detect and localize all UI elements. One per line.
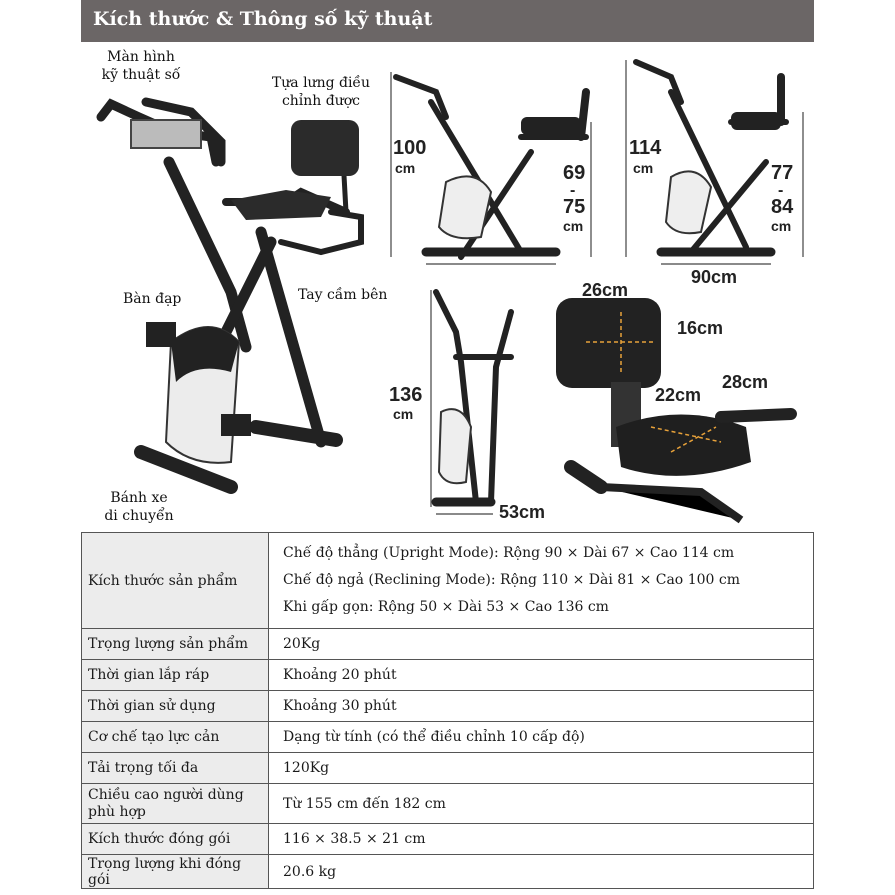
spec-value: Dạng từ tính (có thể điều chỉnh 10 cấp độ) (269, 722, 814, 753)
spec-value: 20.6 kg (269, 855, 814, 889)
table-row (82, 722, 814, 753)
size-upright: Chế độ thẳng (Upright Mode): Rộng 90 × Dài 67 × Cao 114 cm (283, 545, 735, 561)
spec-value: Từ 155 cm đến 182 cm (269, 784, 814, 824)
pedal-label: Bàn đạp (123, 291, 182, 307)
table-row (82, 824, 814, 855)
recline-seat-a: 69 (563, 162, 586, 184)
upright-seat-unit: cm (771, 218, 792, 234)
recline-seat-dash: - (570, 182, 576, 199)
size-reclining: Chế độ ngả (Reclining Mode): Rộng 110 × Dài 81 × Cao 100 cm (283, 572, 740, 588)
spec-table (81, 532, 814, 889)
table-row (82, 855, 814, 889)
folded-height-unit: cm (393, 406, 414, 422)
upright-height-value: 114 (629, 137, 662, 159)
folded-height-value: 136 (389, 384, 423, 406)
spec-value: 120Kg (269, 753, 814, 784)
upright-seat-a: 77 (771, 162, 794, 184)
spec-value (269, 533, 814, 629)
spec-label: Trọng lượng khi đóng gói (82, 855, 269, 889)
spec-label: Trọng lượng sản phẩm (82, 629, 269, 660)
spec-label: Cơ chế tạo lực cản (82, 722, 269, 753)
table-row (82, 629, 814, 660)
recline-height-unit: cm (395, 160, 416, 176)
seat-depth: 22cm (655, 385, 702, 405)
spec-label: Kích thước đóng gói (82, 824, 269, 855)
size-folded: Khi gấp gọn: Rộng 50 × Dài 53 × Cao 136 cm (283, 599, 609, 615)
spec-label: Tải trọng tối đa (82, 753, 269, 784)
spec-label: Thời gian lắp ráp (82, 660, 269, 691)
product-figure (81, 42, 814, 532)
table-row (82, 784, 814, 824)
spec-value: Khoảng 20 phút (269, 660, 814, 691)
folded-depth: 53cm (499, 502, 546, 522)
spec-value: 116 × 38.5 × 21 cm (269, 824, 814, 855)
recline-seat-unit: cm (563, 218, 584, 234)
table-row (82, 691, 814, 722)
seat-width: 28cm (722, 372, 769, 392)
table-row (82, 660, 814, 691)
side-handle-label: Tay cầm bên (298, 287, 388, 303)
display-label: Màn hình kỹ thuật số (101, 49, 181, 83)
backrest-height: 16cm (677, 318, 724, 338)
upright-seat-b: 84 (771, 196, 794, 218)
width-dimension: 90cm (691, 267, 738, 287)
table-row (82, 753, 814, 784)
spec-label: Thời gian sử dụng (82, 691, 269, 722)
spec-label: Kích thước sản phẩm (82, 533, 269, 629)
page-title: Kích thước & Thông số kỹ thuật (81, 0, 814, 42)
backrest-width: 26cm (582, 280, 629, 300)
backrest-label: Tựa lưng điều chỉnh được (271, 75, 371, 109)
recline-seat-b: 75 (563, 196, 586, 218)
table-row (82, 533, 814, 629)
recline-height-value: 100 (393, 137, 427, 159)
spec-value: Khoảng 30 phút (269, 691, 814, 722)
spec-value: 20Kg (269, 629, 814, 660)
upright-height-unit: cm (633, 160, 654, 176)
upright-seat-dash: - (778, 182, 784, 199)
spec-label: Chiều cao người dùng phù hợp (82, 784, 269, 824)
wheels-label: Bánh xe di chuyển (104, 490, 174, 524)
